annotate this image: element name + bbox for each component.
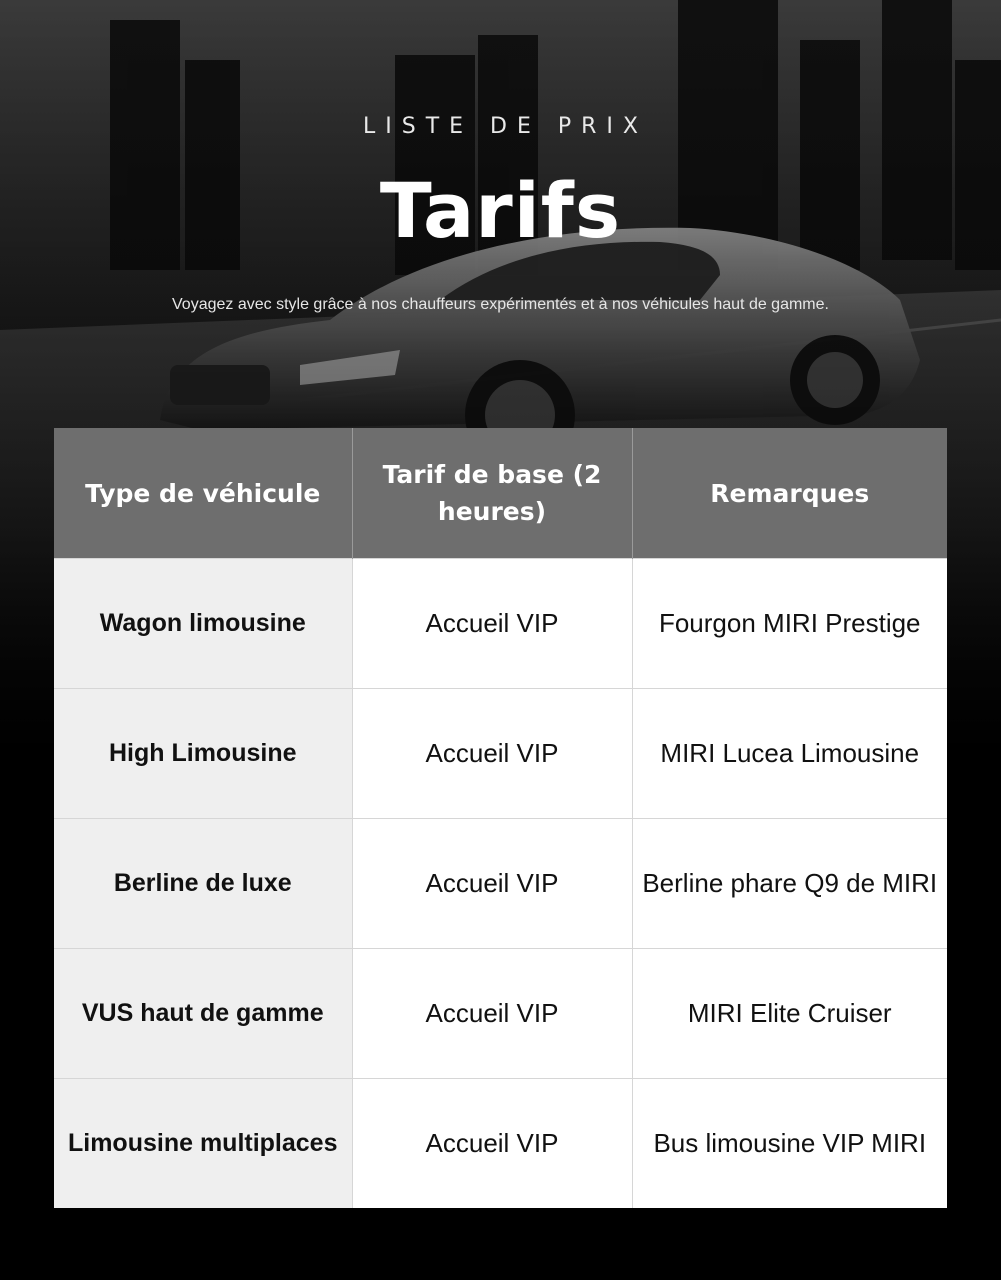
remarks-cell: Berline phare Q9 de MIRI — [632, 819, 947, 949]
vehicle-type-cell: VUS haut de gamme — [54, 949, 352, 1079]
base-rate-cell: Accueil VIP — [352, 949, 632, 1079]
vehicle-type-cell: Berline de luxe — [54, 819, 352, 949]
remarks-cell: Bus limousine VIP MIRI — [632, 1079, 947, 1209]
table-row — [54, 949, 947, 1079]
table-row — [54, 689, 947, 819]
pricing-table — [54, 428, 947, 1208]
page-subtitle: Voyagez avec style grâce à nos chauffeurs expérimentés et à nos véhicules haut de gamme. — [172, 296, 829, 313]
base-rate-cell: Accueil VIP — [352, 819, 632, 949]
table-row — [54, 819, 947, 949]
table-row — [54, 559, 947, 689]
eyebrow-text: LISTE DE PRIX — [363, 114, 648, 139]
header-vehicle-type: Type de véhicule — [54, 428, 352, 559]
remarks-cell: MIRI Lucea Limousine — [632, 689, 947, 819]
vehicle-type-cell: Limousine multiplaces — [54, 1079, 352, 1209]
vehicle-type-cell: Wagon limousine — [54, 559, 352, 689]
page-title: Tarifs — [379, 166, 622, 255]
vehicle-type-cell: High Limousine — [54, 689, 352, 819]
remarks-cell: Fourgon MIRI Prestige — [632, 559, 947, 689]
table-header-row — [54, 428, 947, 559]
base-rate-cell: Accueil VIP — [352, 559, 632, 689]
remarks-cell: MIRI Elite Cruiser — [632, 949, 947, 1079]
header-base-rate: Tarif de base (2 heures) — [352, 428, 632, 559]
header-remarks: Remarques — [632, 428, 947, 559]
base-rate-cell: Accueil VIP — [352, 689, 632, 819]
table-row — [54, 1079, 947, 1209]
base-rate-cell: Accueil VIP — [352, 1079, 632, 1209]
